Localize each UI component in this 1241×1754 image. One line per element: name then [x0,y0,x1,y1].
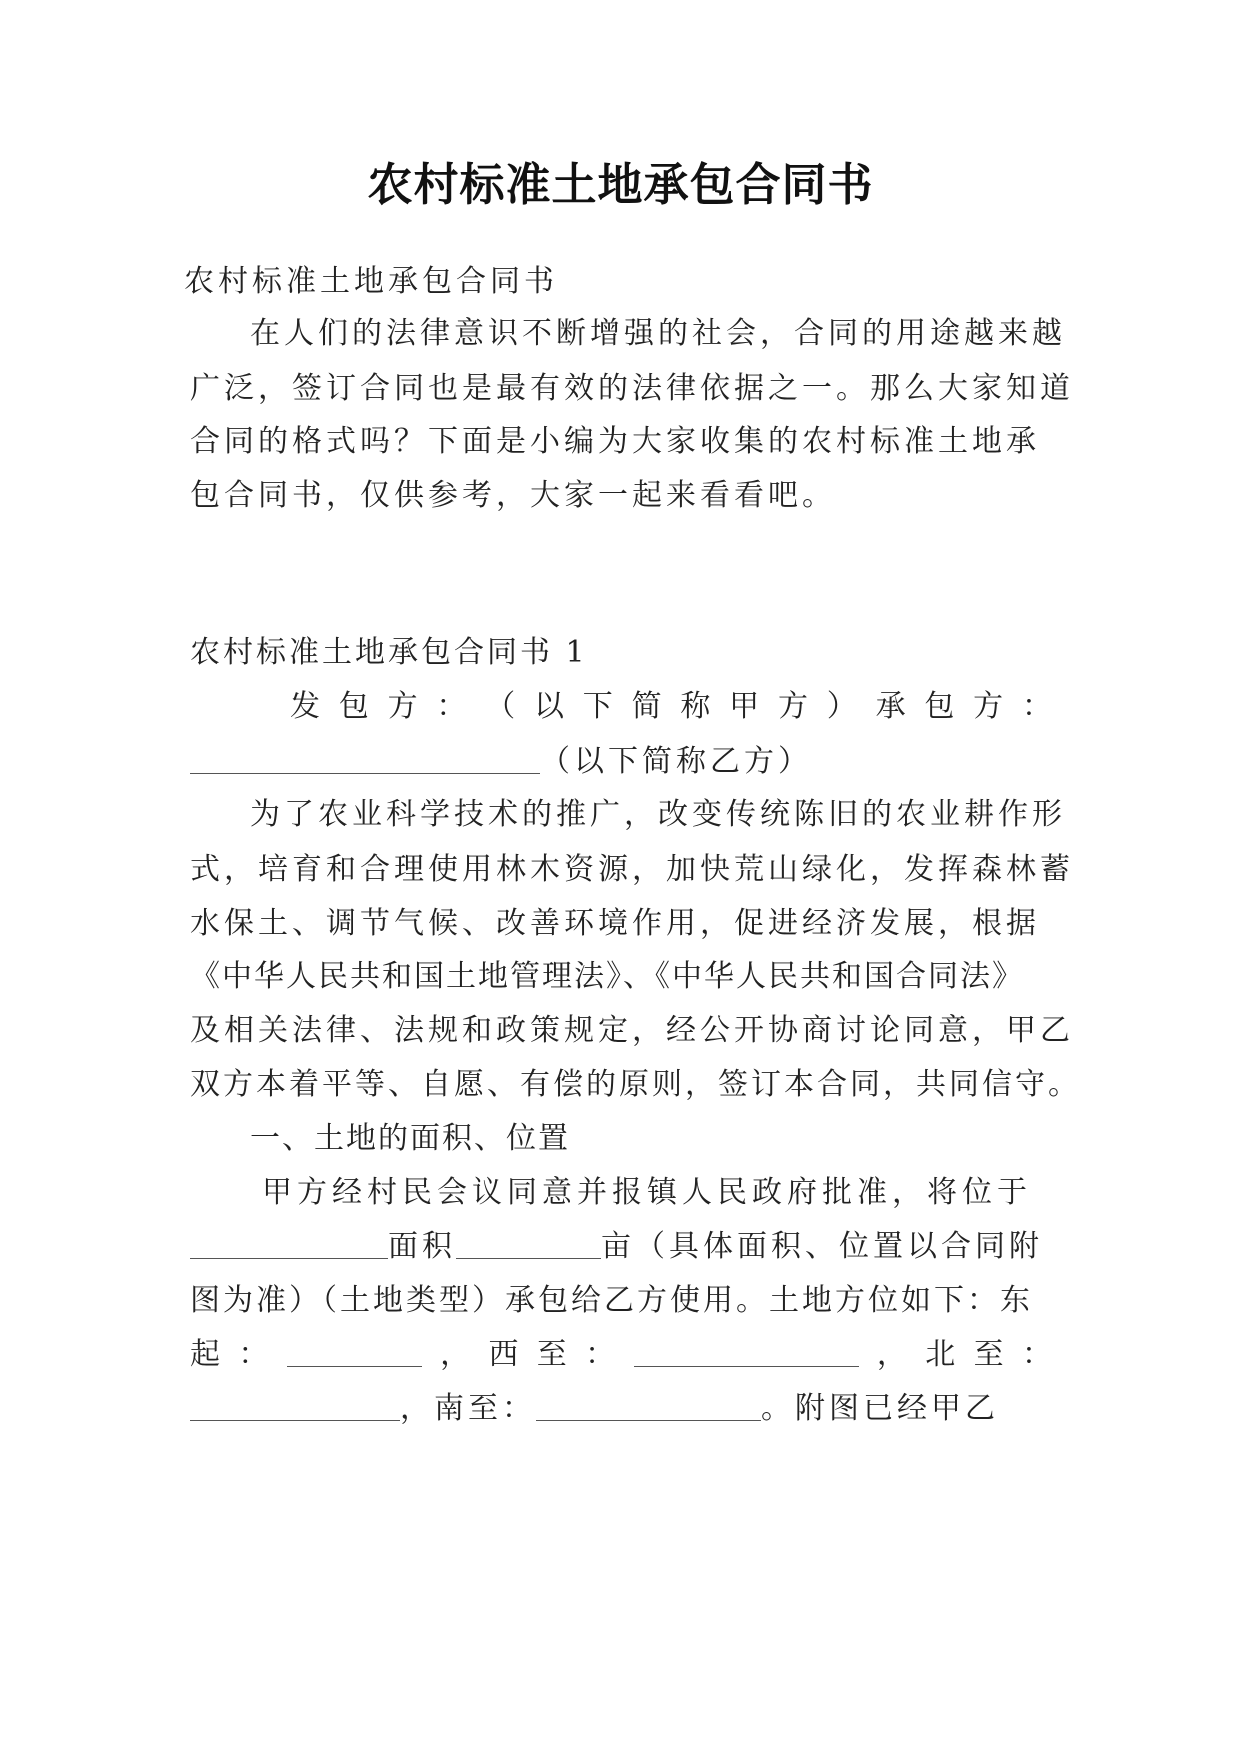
area-rest: 亩（具体面积、位置以合同附 [601,1229,1043,1264]
clause-1-line: 图为准）（土地类型）承包给乙方使用。土地方位如下：东 [190,1283,1033,1318]
purpose-line: 水保土、调节气候、改善环境作用，促进经济发展，根据 [190,906,1040,941]
section-heading: 农村标准土地承包合同书 1 [190,635,588,670]
parties-char: ： [1021,689,1052,724]
location-blank[interactable] [190,1218,388,1259]
parties-char: 承 [875,689,906,724]
boundary-char: ： [238,1337,269,1372]
parties-line-2 [190,733,1052,791]
purpose-line: 及相关法律、法规和政策规定，经公开协商讨论同意，甲乙 [190,1013,1074,1048]
boundary-char: ： [1021,1337,1052,1372]
boundary-char: 起 [190,1337,220,1372]
clause-1-area-line [190,1218,1052,1276]
parties-char: 方 [387,689,418,724]
contractor-blank[interactable] [190,733,540,774]
purpose-line: 为了农业科学技术的推广，改变传统陈旧的农业耕作形 [250,797,1066,832]
clause-1-line: 甲方经村民会议同意并报镇人民政府批准，将位于 [262,1175,1032,1210]
intro-line: 在人们的法律意识不断增强的社会，合同的用途越来越 [250,316,1066,351]
boundary-char: 至 [973,1337,1004,1372]
clause-1-south-line [190,1380,1052,1438]
document-subtitle: 农村标准土地承包合同书 [184,264,558,299]
clause-1-heading: 一、土地的面积、位置 [250,1121,570,1156]
boundary-char: 北 [925,1337,956,1372]
boundary-char: ： [585,1337,616,1372]
purpose-line: 《中华人民共和国土地管理法》、《中华人民共和国合同法》 [190,959,1024,994]
south-label: ，南至： [400,1391,536,1426]
area-blank[interactable] [456,1218,601,1259]
north-blank[interactable] [190,1380,400,1421]
south-blank[interactable] [536,1380,761,1421]
area-label: 面积 [388,1229,456,1264]
parties-char: ： [436,689,467,724]
clause-1-line5-end: 。附图已经甲乙 [761,1391,999,1426]
parties-char: 发 [290,689,320,724]
parties-char: 包 [924,689,955,724]
parties-line [290,678,1052,736]
boundary-char: 至 [536,1337,567,1372]
parties-char: 方 [777,689,808,724]
boundary-char: ， [876,1337,907,1372]
parties-char: ） [826,689,857,724]
parties-char: 包 [338,689,369,724]
document-title: 农村标准土地承包合同书 [367,158,874,211]
parties-char: 甲 [729,689,760,724]
east-blank[interactable] [287,1326,422,1367]
boundary-char: 西 [488,1337,519,1372]
parties-char: （ [485,689,516,724]
parties-char: 下 [582,689,613,724]
purpose-line: 双方本着平等、自愿、有偿的原则，签订本合同，共同信守。 [190,1067,1081,1102]
clause-1-boundaries-line [190,1326,1052,1384]
parties-char: 方 [973,689,1004,724]
intro-line: 包合同书，仅供参考，大家一起来看看吧。 [190,478,836,513]
parties-char: 简 [631,689,662,724]
contractor-suffix: （以下简称乙方） [540,744,812,779]
intro-line: 广泛，签订合同也是最有效的法律依据之一。那么大家知道 [190,371,1074,406]
parties-char: 称 [680,689,711,724]
purpose-line: 式，培育和合理使用林木资源，加快荒山绿化，发挥森林蓄 [190,852,1074,887]
intro-line: 合同的格式吗？下面是小编为大家收集的农村标准土地承 [190,424,1040,459]
parties-char: 以 [533,689,564,724]
boundary-char: ， [440,1337,471,1372]
west-blank[interactable] [634,1326,859,1367]
